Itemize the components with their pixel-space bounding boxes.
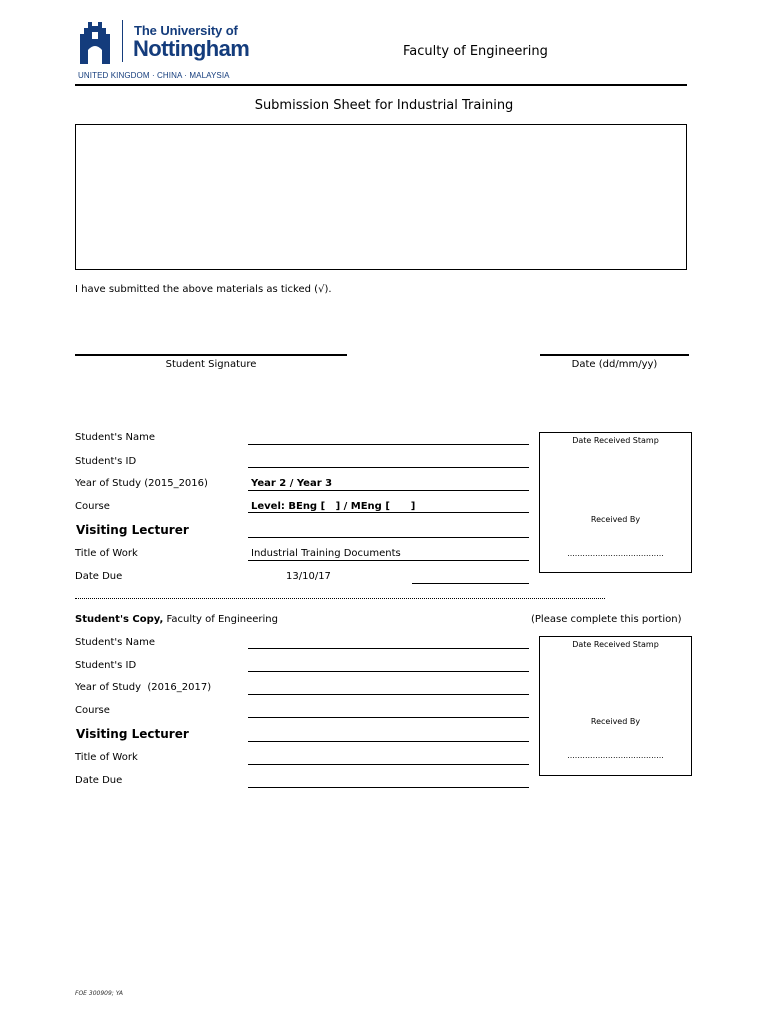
students-copy-heading [75, 614, 278, 625]
copy-course-label: Course [75, 705, 110, 716]
visiting-lecturer-field[interactable] [248, 537, 529, 538]
date-signature-label: Date (dd/mm/yy) [571, 359, 658, 370]
date-due-field[interactable] [412, 583, 529, 584]
copy-visiting-lecturer-label: Visiting Lecturer [76, 727, 189, 741]
title-of-work-label: Title of Work [75, 548, 138, 559]
student-signature-line[interactable] [75, 354, 347, 356]
copy-title-of-work-label: Title of Work [75, 752, 138, 763]
date-signature-line[interactable] [540, 354, 689, 356]
university-locations: UNITED KINGDOM · CHINA · MALAYSIA [78, 71, 230, 80]
university-crest-icon [78, 20, 112, 64]
course-field[interactable] [248, 512, 529, 513]
copy-student-id-label: Student's ID [75, 660, 137, 671]
faculty-title: Faculty of Engineering [403, 44, 548, 59]
complete-portion-note: (Please complete this portion) [531, 614, 682, 625]
university-name-line2: Nottingham [133, 36, 250, 61]
header-rule [75, 84, 687, 86]
student-id-label: Student's ID [75, 456, 137, 467]
date-due-label: Date Due [75, 571, 123, 582]
date-received-stamp-box [539, 432, 692, 573]
copy-student-id-field[interactable] [248, 671, 529, 672]
copy-received-by-label: Received By [590, 717, 641, 726]
year-of-study-label: Year of Study (2015_2016) [75, 478, 208, 489]
year-of-study-field[interactable] [248, 490, 529, 491]
student-name-field[interactable] [248, 444, 529, 445]
visiting-lecturer-label: Visiting Lecturer [76, 523, 189, 537]
copy-student-name-field[interactable] [248, 648, 529, 649]
copy-year-of-study-label: Year of Study (2016_2017) [75, 682, 212, 693]
declaration-text: I have submitted the above materials as ticked (√). [75, 284, 332, 295]
title-of-work-value: Industrial Training Documents [251, 548, 401, 559]
student-name-label: Student's Name [75, 432, 156, 443]
page-title: Submission Sheet for Industrial Training [254, 98, 514, 113]
date-due-value: 13/10/17 [286, 571, 331, 582]
student-id-field[interactable] [248, 467, 529, 468]
form-footer-code: FOE 300909; YA [75, 990, 124, 997]
year-of-study-value: Year 2 / Year 3 [251, 478, 333, 489]
students-copy-bold: Student's Copy, [75, 614, 164, 625]
student-signature-label: Student Signature [165, 359, 257, 370]
copy-date-due-label: Date Due [75, 775, 123, 786]
copy-title-of-work-field[interactable] [248, 764, 529, 765]
university-name-line1: The University of [134, 23, 238, 38]
title-of-work-field[interactable] [248, 560, 529, 561]
received-by-dots: ...................................... [567, 549, 664, 558]
copy-student-name-label: Student's Name [75, 637, 156, 648]
course-label: Course [75, 501, 110, 512]
materials-box [75, 124, 687, 270]
copy-date-received-stamp-box [539, 636, 692, 776]
copy-stamp-label: Date Received Stamp [572, 640, 659, 649]
copy-year-of-study-field[interactable] [248, 694, 529, 695]
received-by-label: Received By [590, 515, 641, 524]
cut-line [75, 598, 605, 599]
copy-visiting-lecturer-field[interactable] [248, 741, 529, 742]
students-copy-rest: Faculty of Engineering [163, 614, 278, 625]
copy-course-field[interactable] [248, 717, 529, 718]
stamp-label: Date Received Stamp [572, 436, 659, 445]
logo-divider [122, 20, 123, 62]
course-value: Level: BEng [ ] / MEng [ ] [251, 501, 416, 512]
copy-received-by-dots: ...................................... [567, 751, 664, 760]
copy-date-due-field[interactable] [248, 787, 529, 788]
